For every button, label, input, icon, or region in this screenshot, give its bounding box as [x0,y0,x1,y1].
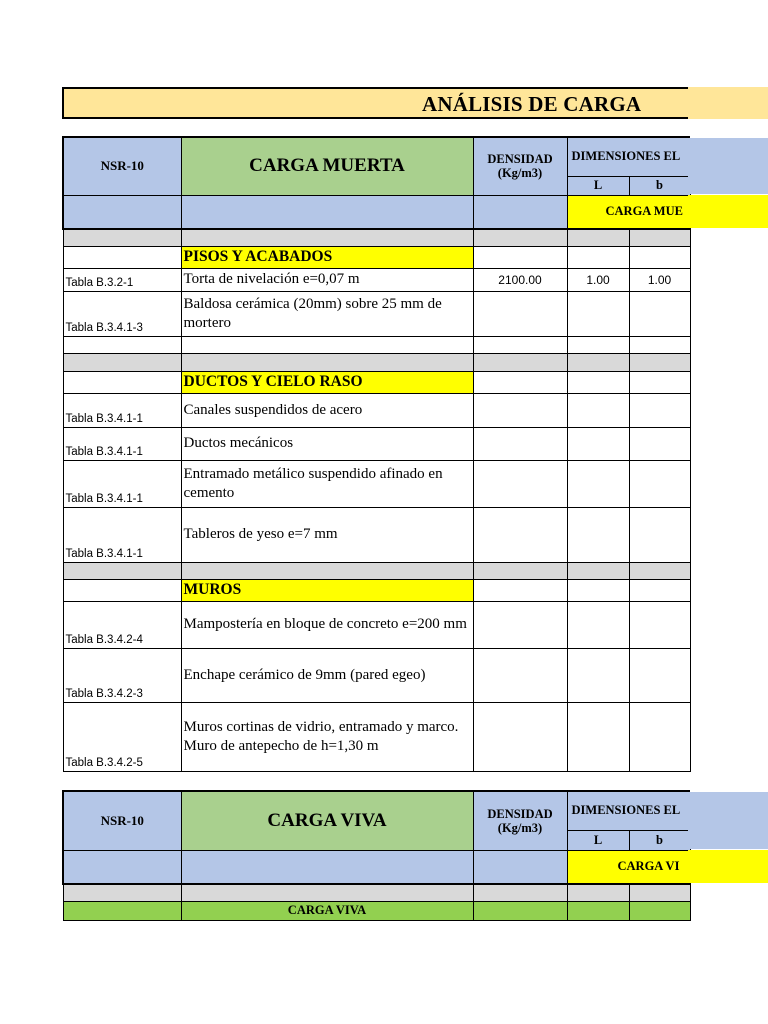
spacer-cell [181,562,473,579]
title-bar [62,87,768,119]
empty-cell [63,246,181,268]
title-bar-extension [688,87,768,119]
dimensions-header [567,137,690,176]
band-extension [688,850,768,883]
empty-cell [629,601,690,648]
empty-cell [629,246,690,268]
spacer-cell [629,562,690,579]
dead-load-band-label [567,195,690,229]
live-load-header: CARGA VIVA [181,791,473,850]
empty-cell [567,460,629,507]
nsr-header: NSR-10 [63,137,181,195]
length-header: L [567,830,629,850]
table-ref: Tabla B.3.2-1 [63,268,181,291]
live-load-band-text: CARGA VI [617,859,680,874]
density-value: 2100.00 [473,268,567,291]
item-description: Muros cortinas de vidrio, entramado y marco. Muro de antepecho de h=1,30 m [181,702,473,771]
empty-cell [473,702,567,771]
empty-cell [567,291,629,336]
dimensions-header-label: DIMENSIONES EL [571,803,681,818]
live-load-band-label [567,850,690,884]
item-description: Ductos mecánicos [181,427,473,460]
dead-load-table [62,136,691,772]
section-title: DUCTOS Y CIELO RASO [181,371,473,393]
spacer-cell [63,353,181,371]
empty-cell [567,579,629,601]
spacer-cell [567,353,629,371]
spacer-cell [567,229,629,246]
band-cell [473,850,567,884]
spacer-cell [63,229,181,246]
item-description: Canales suspendidos de acero [181,393,473,427]
width-header: b [629,830,690,850]
table-ref: Tabla B.3.4.2-3 [63,648,181,702]
section-title: PISOS Y ACABADOS [181,246,473,268]
empty-cell [629,291,690,336]
empty-cell [629,427,690,460]
spacer-cell [181,884,473,901]
empty-cell [567,246,629,268]
band-cell [181,195,473,229]
empty-cell [473,393,567,427]
spacer-cell [473,884,567,901]
empty-cell [567,702,629,771]
spacer-cell [181,229,473,246]
table-ref: Tabla B.3.4.2-5 [63,702,181,771]
empty-cell [629,702,690,771]
empty-cell [629,579,690,601]
spacer-cell [473,562,567,579]
dimensions-header [567,791,690,830]
width-value: 1.00 [629,268,690,291]
density-header: DENSIDAD (Kg/m3) [473,137,567,195]
green-cell [567,901,629,920]
green-cell [629,901,690,920]
empty-cell [567,648,629,702]
empty-cell [181,336,473,353]
table-ref: Tabla B.3.4.1-1 [63,427,181,460]
empty-cell [473,427,567,460]
section-title: MUROS [181,579,473,601]
item-description: Baldosa cerámica (20mm) sobre 25 mm de mortero [181,291,473,336]
empty-cell [473,246,567,268]
spacer-cell [567,884,629,901]
spacer-cell [473,229,567,246]
item-description: Torta de nivelación e=0,07 m [181,268,473,291]
empty-cell [473,648,567,702]
spacer-cell [629,353,690,371]
nsr-header: NSR-10 [63,791,181,850]
empty-cell [567,371,629,393]
header-extension [688,138,768,194]
empty-cell [567,427,629,460]
table-ref: Tabla B.3.4.1-1 [63,507,181,562]
empty-cell [63,579,181,601]
empty-cell [63,336,181,353]
empty-cell [567,507,629,562]
empty-cell [567,601,629,648]
live-load-table [62,790,691,921]
empty-cell [473,336,567,353]
dimensions-header-label: DIMENSIONES EL [571,149,681,164]
spacer-cell [629,229,690,246]
green-cell [63,901,181,920]
spacer-cell [629,884,690,901]
empty-cell [63,371,181,393]
spacer-cell [181,353,473,371]
green-cell [473,901,567,920]
dead-load-header: CARGA MUERTA [181,137,473,195]
page-title: ANÁLISIS DE CARGA [422,92,642,116]
table-ref: Tabla B.3.4.1-3 [63,291,181,336]
table-ref: Tabla B.3.4.1-1 [63,393,181,427]
empty-cell [567,393,629,427]
header-extension [688,792,768,849]
item-description: Enchape cerámico de 9mm (pared egeo) [181,648,473,702]
empty-cell [473,460,567,507]
empty-cell [629,371,690,393]
empty-cell [473,507,567,562]
length-value: 1.00 [567,268,629,291]
band-cell [63,195,181,229]
band-extension [688,195,768,228]
empty-cell [629,336,690,353]
width-header: b [629,176,690,195]
empty-cell [629,460,690,507]
empty-cell [473,371,567,393]
empty-cell [473,579,567,601]
band-cell [473,195,567,229]
empty-cell [567,336,629,353]
density-header: DENSIDAD (Kg/m3) [473,791,567,850]
length-header: L [567,176,629,195]
item-description: Mampostería en bloque de concreto e=200 mm [181,601,473,648]
item-description: Entramado metálico suspendido afinado en cemento [181,460,473,507]
empty-cell [473,291,567,336]
table-ref: Tabla B.3.4.1-1 [63,460,181,507]
spacer-cell [63,562,181,579]
spacer-cell [567,562,629,579]
spacer-cell [63,884,181,901]
empty-cell [629,393,690,427]
spacer-cell [473,353,567,371]
live-load-row-label: CARGA VIVA [181,901,473,920]
item-description: Tableros de yeso e=7 mm [181,507,473,562]
empty-cell [629,648,690,702]
band-cell [181,850,473,884]
dead-load-band-text: CARGA MUE [605,204,683,219]
empty-cell [629,507,690,562]
band-cell [63,850,181,884]
table-ref: Tabla B.3.4.2-4 [63,601,181,648]
empty-cell [473,601,567,648]
